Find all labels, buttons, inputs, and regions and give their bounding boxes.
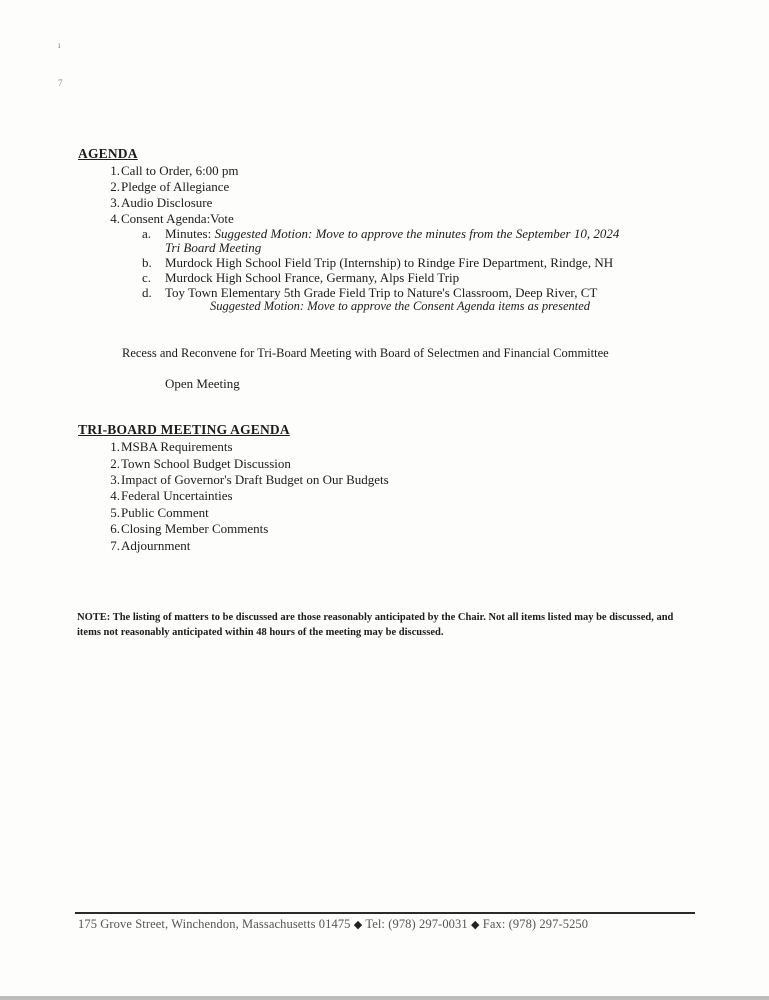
footer-fax: Fax: (978) 297-5250	[482, 917, 589, 931]
subitem-text: Minutes:	[165, 226, 215, 241]
diamond-bullet-icon: ◆	[353, 919, 363, 931]
tri-board-heading: TRI-BOARD MEETING AGENDA	[78, 422, 290, 437]
item-text: Audio Disclosure	[121, 195, 213, 210]
item-number: 3.	[110, 472, 120, 487]
item-text: MSBA Requirements	[121, 439, 233, 454]
item-text: Consent Agenda:Vote	[121, 211, 234, 226]
diamond-bullet-icon: ◆	[470, 919, 480, 931]
scan-mark: 7	[58, 78, 63, 88]
item-text: Pledge of Allegiance	[121, 179, 230, 194]
suggested-motion-continued: Tri Board Meeting	[165, 240, 262, 255]
item-text: Call to Order, 6:00 pm	[121, 163, 239, 178]
item-number: 7.	[110, 538, 120, 553]
subitem-letter: a.	[142, 226, 152, 241]
item-number: 1.	[110, 439, 120, 454]
subitem-letter: c.	[142, 270, 152, 285]
item-text: Closing Member Comments	[121, 521, 269, 536]
item-number: 4.	[110, 488, 120, 503]
subitem-text: Toy Town Elementary 5th Grade Field Trip to Nature's Classroom, Deep River, CT	[165, 285, 598, 300]
item-number: 2.	[110, 179, 120, 194]
agenda-heading: AGENDA	[78, 146, 138, 161]
suggested-motion: Suggested Motion: Move to approve the minutes from the September 10, 2024	[214, 226, 620, 241]
footer-divider	[75, 912, 695, 914]
item-text: Impact of Governor's Draft Budget on Our Budgets	[121, 472, 389, 487]
item-text: Federal Uncertainties	[121, 488, 233, 503]
open-meeting-line: Open Meeting	[165, 376, 240, 391]
item-number: 5.	[110, 505, 120, 520]
subitem-text: Murdock High School Field Trip (Internship) to Rindge Fire Department, Rindge, NH	[165, 255, 614, 270]
footer-telephone: Tel: (978) 297-0031	[365, 917, 468, 931]
consent-suggested-motion: Suggested Motion: Move to approve the Consent Agenda items as presented	[210, 299, 591, 313]
chair-note: NOTE: The listing of matters to be discussed are those reasonably anticipated by the Chair. Not all items listed may be discussed, and items not reasonably anticipated within 48 hours of the meeting may be discussed.	[77, 612, 674, 638]
item-number: 2.	[110, 456, 120, 471]
item-number: 1.	[110, 163, 120, 178]
subitem-letter: d.	[142, 285, 152, 300]
letterhead-footer	[78, 917, 588, 932]
footer-address: 175 Grove Street, Winchendon, Massachusetts 01475	[78, 917, 351, 931]
item-number: 3.	[110, 195, 120, 210]
item-number: 6.	[110, 521, 120, 536]
item-text: Town School Budget Discussion	[121, 456, 291, 471]
item-text: Adjournment	[121, 538, 191, 553]
item-text: Public Comment	[121, 505, 209, 520]
subitem-text: Murdock High School France, Germany, Alps Field Trip	[165, 270, 460, 285]
subitem-letter: b.	[142, 255, 152, 270]
item-number: 4.	[110, 211, 120, 226]
scan-mark: ı	[58, 40, 61, 50]
recess-line: Recess and Reconvene for Tri-Board Meeting with Board of Selectmen and Financial Committee	[122, 346, 609, 360]
scan-bottom-edge	[0, 996, 769, 1000]
